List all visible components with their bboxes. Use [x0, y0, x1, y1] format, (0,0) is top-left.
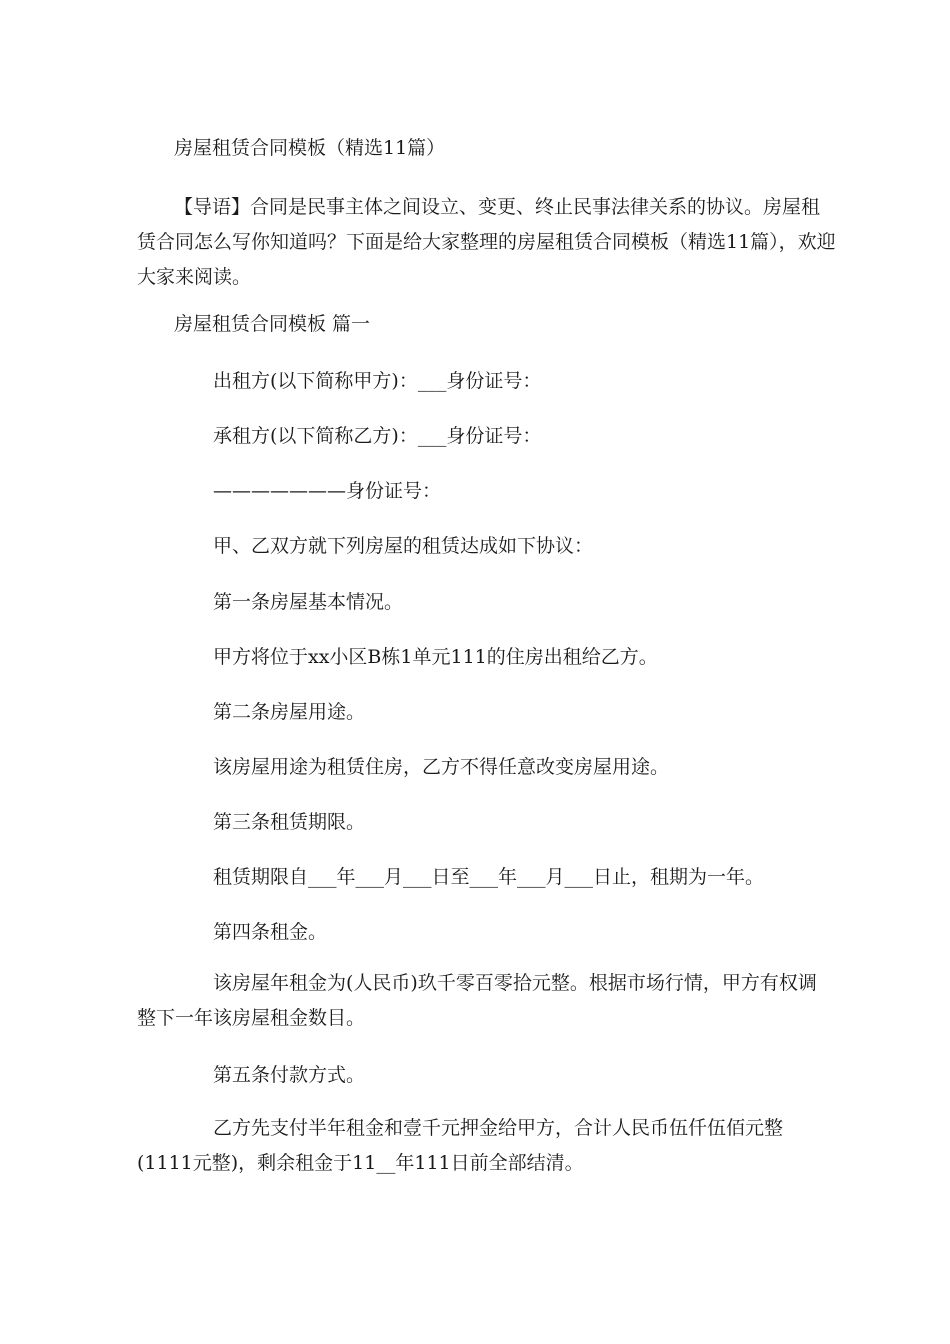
clause-line: 第四条租金。 [213, 921, 328, 943]
section-heading: 房屋租赁合同模板 篇一 [174, 313, 371, 335]
payment-paragraph: 乙方先支付半年租金和壹千元押金给甲方，合计人民币伍仟伍佰元整(1111元整)，剩余租金于11__年111日前全部结清。 [137, 1117, 784, 1174]
clause-line: 第五条付款方式。 [213, 1064, 366, 1086]
document-title: 房屋租赁合同模板（精选11篇） [174, 137, 446, 159]
clause-line: ———————身份证号： [213, 480, 442, 502]
intro-paragraph: 【导语】合同是民事主体之间设立、变更、终止民事法律关系的协议。房屋租赁合同怎么写你知道吗？下面是给大家整理的房屋租赁合同模板（精选11篇），欢迎大家来阅读。 [137, 196, 836, 288]
clause-line: 租赁期限自___年___月___日至___年___月___日止，租期为一年。 [213, 866, 765, 888]
clause-line: 承租方(以下简称乙方)：___身份证号： [213, 425, 542, 447]
clause-line: 该房屋用途为租赁住房，乙方不得任意改变房屋用途。 [213, 756, 670, 778]
rent-paragraph: 该房屋年租金为(人民币)玖千零百零拾元整。根据市场行情，甲方有权调整下一年该房屋租金数目。 [137, 972, 817, 1029]
clause-line: 第二条房屋用途。 [213, 701, 366, 723]
clause-line: 甲方将位于xx小区B栋1单元111的住房出租给乙方。 [213, 646, 658, 668]
clause-line: 出租方(以下简称甲方)：___身份证号： [213, 370, 542, 392]
clause-line: 甲、乙双方就下列房屋的租赁达成如下协议： [213, 535, 594, 557]
clause-line: 第一条房屋基本情况。 [213, 591, 404, 613]
clause-line: 第三条租赁期限。 [213, 811, 366, 833]
